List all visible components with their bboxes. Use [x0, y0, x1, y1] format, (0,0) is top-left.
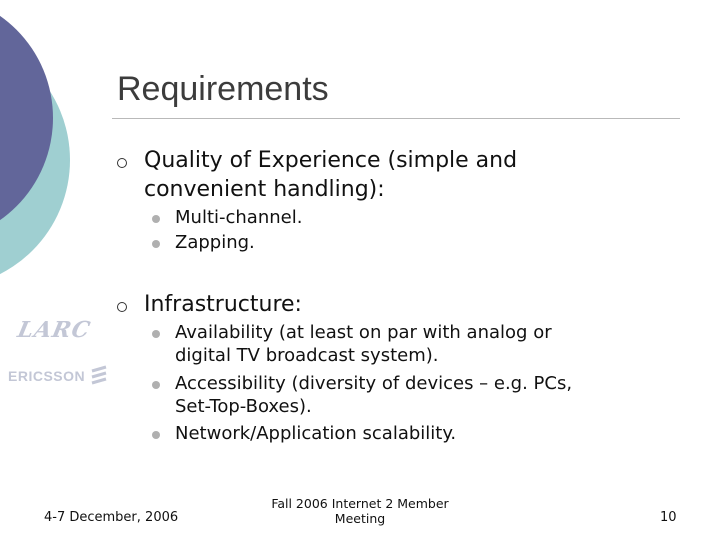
- sub-bullet-text: Zapping.: [175, 232, 255, 253]
- sub-bullet-text: Accessibility (diversity of devices – e.g. PCs,: [175, 373, 573, 394]
- bullet-text: Quality of Experience (simple and: [144, 148, 518, 173]
- footer-event: [260, 496, 460, 526]
- title-divider: [112, 118, 680, 119]
- slide-title: Requirements: [117, 70, 329, 108]
- ericsson-logo-icon: [90, 365, 108, 387]
- ericsson-logo: ERICSSON: [8, 368, 86, 384]
- sub-bullet-text: Network/Application scalability.: [175, 423, 457, 444]
- bullet-text: convenient handling):: [144, 177, 385, 202]
- bullet-ring-icon: [117, 302, 127, 312]
- bullet-dot-icon: [152, 381, 160, 389]
- bullet-text: Infrastructure:: [144, 292, 302, 317]
- bullet-dot-icon: [152, 431, 160, 439]
- bullet-dot-icon: [152, 330, 160, 338]
- sub-bullet-text: Set-Top-Boxes).: [175, 396, 312, 417]
- bullet-dot-icon: [152, 215, 160, 223]
- slide-decoration: [0, 0, 120, 300]
- footer-event-line: Meeting: [334, 511, 386, 526]
- bullet-ring-icon: [117, 158, 127, 168]
- footer-date: 4-7 December, 2006: [44, 510, 179, 525]
- sub-bullet-text: Availability (at least on par with analog or: [175, 322, 552, 343]
- footer-event-line: Fall 2006 Internet 2 Member: [271, 496, 449, 511]
- page-number: 10: [660, 510, 677, 525]
- bullet-dot-icon: [152, 240, 160, 248]
- sub-bullet-text: digital TV broadcast system).: [175, 345, 439, 366]
- sub-bullet-text: Multi-channel.: [175, 207, 303, 228]
- larc-logo: LARC: [15, 317, 94, 343]
